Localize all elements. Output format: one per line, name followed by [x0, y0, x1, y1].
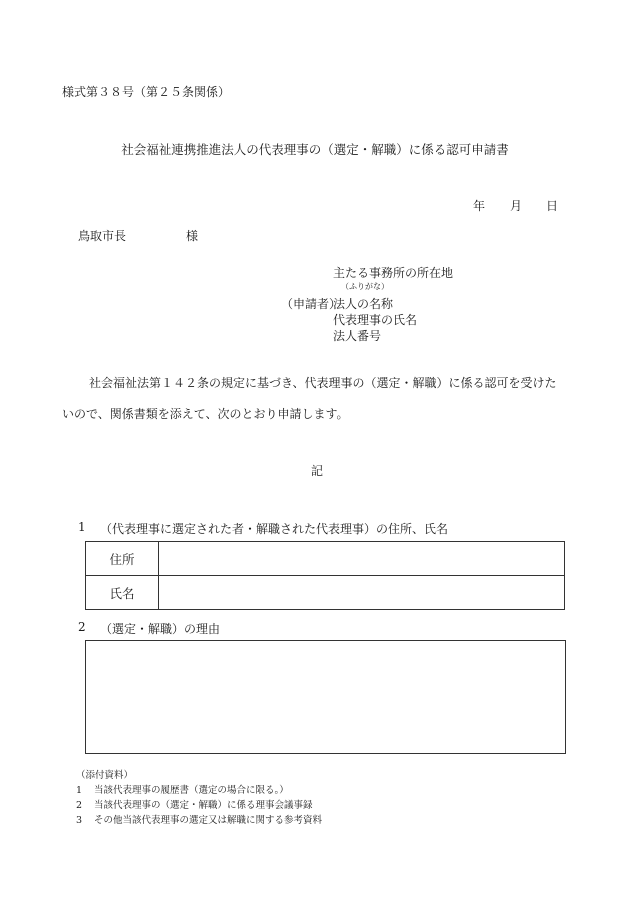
applicant-rep-name-label: 代表理事の氏名 [333, 313, 418, 327]
list-item-number: 3 [76, 815, 83, 826]
name-value-cell[interactable] [159, 576, 565, 610]
applicant-corp-name-label: 法人の名称 [333, 297, 394, 311]
list-item [76, 798, 322, 813]
section-1-heading: （代表理事に選定された者・解職された代表理事）の住所、氏名 [100, 522, 449, 536]
applicant-furigana-label: （ふりがな） [341, 282, 389, 291]
address-name-table [85, 541, 565, 610]
table-row [86, 542, 565, 576]
attachments-list [76, 768, 322, 828]
reason-box[interactable] [85, 640, 566, 754]
applicant-label: （申請者） [281, 297, 342, 311]
body-line-2: いので、関係書類を添えて、次のとおり申請します。 [62, 407, 349, 421]
date-day: 日 [546, 199, 559, 213]
ki-marker: 記 [311, 464, 324, 478]
name-label-cell [86, 576, 159, 610]
form-number: 様式第３８号（第２５条関係） [62, 85, 231, 99]
list-item-number: 1 [76, 785, 83, 796]
section-2-heading: （選定・解職）の理由 [100, 622, 221, 636]
name-label: 氏名 [109, 585, 135, 601]
applicant-address-label: 主たる事務所の所在地 [333, 266, 454, 280]
table-row [86, 576, 565, 610]
addressee-honorific: 様 [186, 229, 199, 243]
address-label: 住所 [109, 551, 135, 567]
date-month: 月 [510, 199, 523, 213]
addressee-name: 鳥取市長 [78, 229, 127, 243]
list-item-number: 2 [76, 800, 83, 811]
attachments-title: （添付資料） [76, 770, 134, 781]
section-2-number: 2 [78, 620, 86, 634]
body-line-1: 社会福祉法第１４２条の規定に基づき、代表理事の（選定・解職）に係る認可を受けた [89, 376, 557, 390]
address-label-cell [86, 542, 159, 576]
address-value-cell[interactable] [159, 542, 565, 576]
list-item-text: その他当該代表理事の選定又は解職に関する参考資料 [94, 815, 323, 826]
date-year: 年 [473, 199, 486, 213]
list-item-text: 当該代表理事の履歴書（選定の場合に限る。） [94, 785, 289, 796]
list-item [76, 783, 322, 798]
document-title: 社会福祉連携推進法人の代表理事の（選定・解職）に係る認可申請書 [121, 142, 509, 157]
list-item-text: 当該代表理事の（選定・解職）に係る理事会議事録 [94, 800, 313, 811]
list-item [76, 813, 322, 828]
section-1-number: 1 [78, 520, 86, 534]
applicant-corp-number-label: 法人番号 [333, 329, 382, 343]
